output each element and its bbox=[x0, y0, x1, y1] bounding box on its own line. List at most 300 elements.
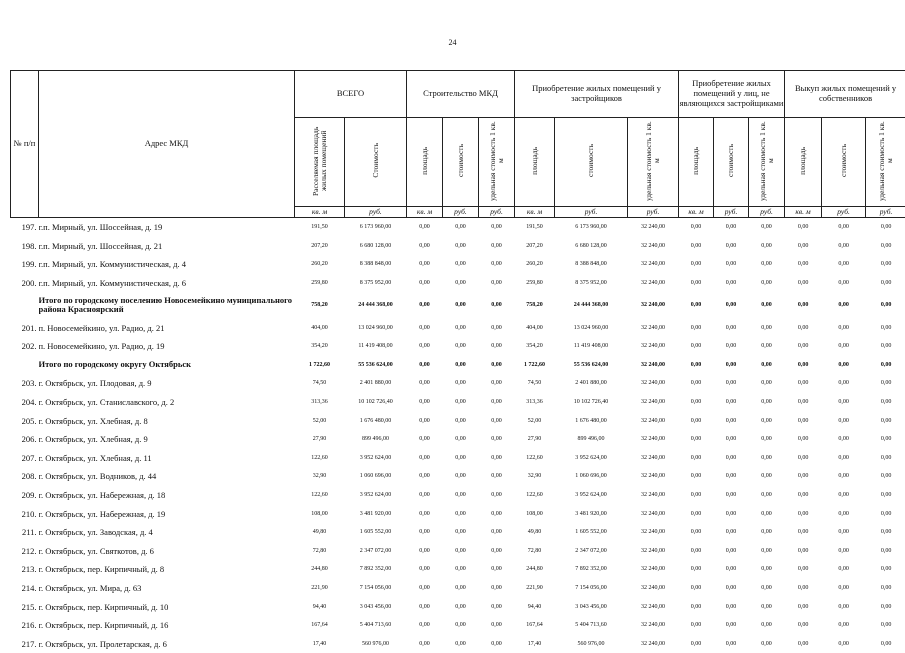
value-cell: 0,00 bbox=[443, 255, 479, 274]
value-cell: 1 676 480,00 bbox=[555, 411, 628, 430]
header-group-developers: Приобретение жилых помещений у застройщиков bbox=[515, 71, 679, 118]
table-row bbox=[11, 504, 905, 523]
row-address: г. Октябрьск, ул. Мира, д. 63 bbox=[39, 579, 295, 598]
value-cell: 8 388 848,00 bbox=[555, 255, 628, 274]
value-cell: 0,00 bbox=[866, 597, 905, 616]
value-cell: 0,00 bbox=[749, 237, 785, 256]
value-cell: 3 481 920,00 bbox=[345, 504, 407, 523]
value-cell: 0,00 bbox=[822, 504, 866, 523]
subheader-g2-cost-label: стоимость bbox=[587, 144, 595, 177]
value-cell: 0,00 bbox=[749, 430, 785, 449]
row-address: г. Октябрьск, пер. Кирпичный, д. 16 bbox=[39, 616, 295, 635]
value-cell: 0,00 bbox=[714, 274, 749, 293]
value-cell: 10 102 726,40 bbox=[345, 393, 407, 412]
value-cell: 72,80 bbox=[295, 542, 345, 561]
value-cell: 0,00 bbox=[822, 486, 866, 505]
value-cell: 0,00 bbox=[749, 597, 785, 616]
value-cell: 0,00 bbox=[822, 237, 866, 256]
value-cell: 0,00 bbox=[866, 486, 905, 505]
value-cell: 0,00 bbox=[443, 237, 479, 256]
unit-cell: руб. bbox=[628, 207, 679, 218]
subheader-g1-area bbox=[407, 118, 443, 207]
table-row bbox=[11, 579, 905, 598]
value-cell: 0,00 bbox=[407, 430, 443, 449]
header-group-total: ВСЕГО bbox=[295, 71, 407, 118]
header-address: Адрес МКД bbox=[39, 71, 295, 218]
value-cell: 0,00 bbox=[822, 597, 866, 616]
value-cell: 49,80 bbox=[515, 523, 555, 542]
row-number: 209. bbox=[11, 486, 39, 505]
row-address: г. Октябрьск, пер. Кирпичный, д. 10 bbox=[39, 597, 295, 616]
value-cell: 32 240,00 bbox=[628, 337, 679, 356]
value-cell: 17,40 bbox=[515, 634, 555, 653]
value-cell: 0,00 bbox=[407, 318, 443, 337]
subheader-g2-unit-cost-label: удельная стоимость 1 кв. м bbox=[645, 119, 661, 203]
value-cell: 0,00 bbox=[407, 337, 443, 356]
value-cell: 0,00 bbox=[679, 255, 714, 274]
value-cell: 122,60 bbox=[295, 486, 345, 505]
value-cell: 6 173 960,00 bbox=[345, 218, 407, 237]
row-number: 214. bbox=[11, 579, 39, 598]
value-cell: 32 240,00 bbox=[628, 523, 679, 542]
value-cell: 0,00 bbox=[749, 467, 785, 486]
subheader-g1-cost bbox=[443, 118, 479, 207]
value-cell: 0,00 bbox=[866, 523, 905, 542]
unit-cell: кв. м bbox=[515, 207, 555, 218]
value-cell: 0,00 bbox=[714, 579, 749, 598]
value-cell: 1 060 696,00 bbox=[345, 467, 407, 486]
value-cell: 32 240,00 bbox=[628, 430, 679, 449]
table-row bbox=[11, 411, 905, 430]
value-cell: 0,00 bbox=[407, 486, 443, 505]
value-cell: 32 240,00 bbox=[628, 411, 679, 430]
value-cell: 0,00 bbox=[479, 411, 515, 430]
value-cell: 0,00 bbox=[679, 467, 714, 486]
value-cell: 354,20 bbox=[515, 337, 555, 356]
value-cell: 0,00 bbox=[866, 393, 905, 412]
table-row bbox=[11, 274, 905, 293]
value-cell: 191,50 bbox=[515, 218, 555, 237]
value-cell: 0,00 bbox=[785, 523, 822, 542]
value-cell: 2 347 072,00 bbox=[555, 542, 628, 561]
subheader-total-area bbox=[295, 118, 345, 207]
unit-cell: руб. bbox=[749, 207, 785, 218]
value-cell: 0,00 bbox=[679, 318, 714, 337]
row-number: 206. bbox=[11, 430, 39, 449]
value-cell: 0,00 bbox=[785, 318, 822, 337]
value-cell: 0,00 bbox=[679, 356, 714, 375]
value-cell: 0,00 bbox=[679, 597, 714, 616]
row-address: г. Октябрьск, ул. Станиславского, д. 2 bbox=[39, 393, 295, 412]
table-row bbox=[11, 486, 905, 505]
value-cell: 560 976,00 bbox=[345, 634, 407, 653]
value-cell: 32,90 bbox=[295, 467, 345, 486]
value-cell: 0,00 bbox=[866, 616, 905, 635]
value-cell: 0,00 bbox=[407, 411, 443, 430]
row-address: г. Октябрьск, ул. Набережная, д. 19 bbox=[39, 504, 295, 523]
value-cell: 0,00 bbox=[479, 504, 515, 523]
value-cell: 0,00 bbox=[479, 597, 515, 616]
value-cell: 0,00 bbox=[866, 542, 905, 561]
value-cell: 32 240,00 bbox=[628, 597, 679, 616]
value-cell: 0,00 bbox=[866, 560, 905, 579]
value-cell: 0,00 bbox=[714, 411, 749, 430]
subheader-g2-area-label: площадь bbox=[531, 147, 539, 175]
value-cell: 94,40 bbox=[295, 597, 345, 616]
row-number: 207. bbox=[11, 449, 39, 468]
value-cell: 0,00 bbox=[785, 449, 822, 468]
value-cell: 0,00 bbox=[443, 449, 479, 468]
value-cell: 0,00 bbox=[822, 356, 866, 375]
subheader-g1-unit-cost bbox=[479, 118, 515, 207]
row-address: г.п. Мирный, ул. Шоссейная, д. 19 bbox=[39, 218, 295, 237]
value-cell: 0,00 bbox=[866, 337, 905, 356]
value-cell: 0,00 bbox=[785, 597, 822, 616]
table-row bbox=[11, 523, 905, 542]
value-cell: 0,00 bbox=[679, 274, 714, 293]
header-group-non-developers: Приобретение жилых помещений у лиц, не являющихся застройщиками bbox=[679, 71, 785, 118]
value-cell: 0,00 bbox=[443, 356, 479, 375]
value-cell: 1 060 696,00 bbox=[555, 467, 628, 486]
subheader-g2-area bbox=[515, 118, 555, 207]
row-address: г. Октябрьск, ул. Плодовая, д. 9 bbox=[39, 374, 295, 393]
value-cell: 122,60 bbox=[515, 449, 555, 468]
value-cell: 0,00 bbox=[866, 318, 905, 337]
value-cell: 74,50 bbox=[515, 374, 555, 393]
value-cell: 24 444 368,00 bbox=[555, 292, 628, 318]
value-cell: 32 240,00 bbox=[628, 616, 679, 635]
value-cell: 6 680 128,00 bbox=[345, 237, 407, 256]
value-cell: 0,00 bbox=[407, 504, 443, 523]
value-cell: 11 419 408,00 bbox=[345, 337, 407, 356]
value-cell: 0,00 bbox=[679, 337, 714, 356]
value-cell: 49,80 bbox=[295, 523, 345, 542]
row-number: 200. bbox=[11, 274, 39, 293]
value-cell: 0,00 bbox=[785, 292, 822, 318]
value-cell: 0,00 bbox=[749, 542, 785, 561]
value-cell: 0,00 bbox=[479, 634, 515, 653]
table-row bbox=[11, 237, 905, 256]
value-cell: 0,00 bbox=[866, 356, 905, 375]
value-cell: 0,00 bbox=[785, 616, 822, 635]
subheader-g4-cost bbox=[822, 118, 866, 207]
value-cell: 0,00 bbox=[866, 237, 905, 256]
value-cell: 0,00 bbox=[407, 292, 443, 318]
row-address: г. Октябрьск, пер. Кирпичный, д. 8 bbox=[39, 560, 295, 579]
value-cell: 17,40 bbox=[295, 634, 345, 653]
value-cell: 0,00 bbox=[407, 255, 443, 274]
value-cell: 0,00 bbox=[679, 486, 714, 505]
value-cell: 0,00 bbox=[407, 616, 443, 635]
total-row bbox=[11, 292, 905, 318]
value-cell: 0,00 bbox=[407, 523, 443, 542]
subheader-g1-cost-label: стоимость bbox=[457, 144, 465, 177]
value-cell: 0,00 bbox=[866, 579, 905, 598]
subheader-g3-area-label: площадь bbox=[692, 147, 700, 175]
value-cell: 0,00 bbox=[407, 579, 443, 598]
row-address: г. Октябрьск, ул. Заводская, д. 4 bbox=[39, 523, 295, 542]
value-cell: 0,00 bbox=[822, 449, 866, 468]
table-row bbox=[11, 374, 905, 393]
value-cell: 0,00 bbox=[679, 616, 714, 635]
value-cell: 0,00 bbox=[749, 634, 785, 653]
value-cell: 0,00 bbox=[479, 467, 515, 486]
value-cell: 0,00 bbox=[443, 430, 479, 449]
value-cell: 0,00 bbox=[479, 449, 515, 468]
value-cell: 0,00 bbox=[866, 467, 905, 486]
value-cell: 0,00 bbox=[785, 560, 822, 579]
row-number: 215. bbox=[11, 597, 39, 616]
value-cell: 0,00 bbox=[822, 467, 866, 486]
value-cell: 3 952 624,00 bbox=[555, 486, 628, 505]
value-cell: 32 240,00 bbox=[628, 486, 679, 505]
value-cell: 758,20 bbox=[515, 292, 555, 318]
value-cell: 7 892 352,00 bbox=[345, 560, 407, 579]
row-number: 216. bbox=[11, 616, 39, 635]
value-cell: 0,00 bbox=[443, 634, 479, 653]
value-cell: 0,00 bbox=[407, 356, 443, 375]
value-cell: 27,90 bbox=[295, 430, 345, 449]
value-cell: 5 404 713,60 bbox=[555, 616, 628, 635]
value-cell: 32,90 bbox=[515, 467, 555, 486]
value-cell: 0,00 bbox=[407, 237, 443, 256]
value-cell: 32 240,00 bbox=[628, 237, 679, 256]
row-number bbox=[11, 292, 39, 318]
unit-cell: кв. м bbox=[295, 207, 345, 218]
value-cell: 0,00 bbox=[443, 218, 479, 237]
subheader-g4-area bbox=[785, 118, 822, 207]
value-cell: 0,00 bbox=[714, 560, 749, 579]
value-cell: 0,00 bbox=[714, 237, 749, 256]
value-cell: 0,00 bbox=[785, 237, 822, 256]
value-cell: 32 240,00 bbox=[628, 318, 679, 337]
value-cell: 0,00 bbox=[866, 255, 905, 274]
value-cell: 0,00 bbox=[443, 597, 479, 616]
value-cell: 0,00 bbox=[679, 374, 714, 393]
subheader-total-area-label: Расселяемая площадь жилых помещений bbox=[312, 119, 328, 203]
value-cell: 0,00 bbox=[714, 523, 749, 542]
value-cell: 0,00 bbox=[679, 411, 714, 430]
value-cell: 0,00 bbox=[785, 218, 822, 237]
value-cell: 0,00 bbox=[749, 504, 785, 523]
value-cell: 0,00 bbox=[822, 411, 866, 430]
value-cell: 259,80 bbox=[295, 274, 345, 293]
row-number: 203. bbox=[11, 374, 39, 393]
value-cell: 167,64 bbox=[515, 616, 555, 635]
value-cell: 0,00 bbox=[866, 292, 905, 318]
value-cell: 0,00 bbox=[443, 523, 479, 542]
value-cell: 0,00 bbox=[479, 616, 515, 635]
value-cell: 0,00 bbox=[822, 430, 866, 449]
value-cell: 0,00 bbox=[407, 218, 443, 237]
value-cell: 0,00 bbox=[479, 292, 515, 318]
value-cell: 0,00 bbox=[479, 255, 515, 274]
table-row bbox=[11, 337, 905, 356]
value-cell: 0,00 bbox=[443, 560, 479, 579]
value-cell: 0,00 bbox=[407, 634, 443, 653]
value-cell: 0,00 bbox=[714, 616, 749, 635]
value-cell: 8 375 952,00 bbox=[345, 274, 407, 293]
row-number: 204. bbox=[11, 393, 39, 412]
value-cell: 0,00 bbox=[785, 504, 822, 523]
value-cell: 0,00 bbox=[749, 523, 785, 542]
subheader-total-cost bbox=[345, 118, 407, 207]
value-cell: 0,00 bbox=[407, 274, 443, 293]
value-cell: 2 401 880,00 bbox=[555, 374, 628, 393]
row-address: г. Октябрьск, ул. Набережная, д. 18 bbox=[39, 486, 295, 505]
value-cell: 27,90 bbox=[515, 430, 555, 449]
value-cell: 0,00 bbox=[479, 318, 515, 337]
value-cell: 0,00 bbox=[785, 255, 822, 274]
subheader-total-cost-label: Стоимость bbox=[372, 143, 380, 178]
value-cell: 5 404 713,60 bbox=[345, 616, 407, 635]
value-cell: 167,64 bbox=[295, 616, 345, 635]
row-address: п. Новосемейкино, ул. Радио, д. 19 bbox=[39, 337, 295, 356]
value-cell: 313,36 bbox=[515, 393, 555, 412]
value-cell: 899 496,00 bbox=[555, 430, 628, 449]
value-cell: 0,00 bbox=[749, 255, 785, 274]
row-address: г. Октябрьск, ул. Святкотов, д. 6 bbox=[39, 542, 295, 561]
value-cell: 354,20 bbox=[295, 337, 345, 356]
value-cell: 0,00 bbox=[749, 356, 785, 375]
subheader-g2-cost bbox=[555, 118, 628, 207]
value-cell: 0,00 bbox=[822, 542, 866, 561]
value-cell: 0,00 bbox=[749, 411, 785, 430]
value-cell: 0,00 bbox=[443, 292, 479, 318]
value-cell: 758,20 bbox=[295, 292, 345, 318]
value-cell: 0,00 bbox=[714, 597, 749, 616]
unit-cell: руб. bbox=[555, 207, 628, 218]
value-cell: 0,00 bbox=[866, 430, 905, 449]
value-cell: 0,00 bbox=[479, 337, 515, 356]
value-cell: 0,00 bbox=[443, 616, 479, 635]
row-number: 212. bbox=[11, 542, 39, 561]
row-number: 205. bbox=[11, 411, 39, 430]
value-cell: 0,00 bbox=[443, 318, 479, 337]
value-cell: 13 024 960,00 bbox=[555, 318, 628, 337]
row-number: 208. bbox=[11, 467, 39, 486]
value-cell: 0,00 bbox=[679, 634, 714, 653]
row-address: г. Октябрьск, ул. Водников, д. 44 bbox=[39, 467, 295, 486]
value-cell: 0,00 bbox=[714, 449, 749, 468]
value-cell: 0,00 bbox=[714, 467, 749, 486]
subheader-g3-cost-label: стоимость bbox=[727, 144, 735, 177]
value-cell: 0,00 bbox=[479, 237, 515, 256]
value-cell: 191,50 bbox=[295, 218, 345, 237]
row-number: 197. bbox=[11, 218, 39, 237]
unit-cell: руб. bbox=[714, 207, 749, 218]
row-number: 210. bbox=[11, 504, 39, 523]
value-cell: 0,00 bbox=[407, 560, 443, 579]
value-cell: 0,00 bbox=[479, 430, 515, 449]
subheader-g3-cost bbox=[714, 118, 749, 207]
unit-cell: руб. bbox=[443, 207, 479, 218]
value-cell: 32 240,00 bbox=[628, 393, 679, 412]
value-cell: 0,00 bbox=[749, 579, 785, 598]
total-row bbox=[11, 356, 905, 375]
table-row bbox=[11, 467, 905, 486]
value-cell: 0,00 bbox=[479, 218, 515, 237]
subheader-g1-area-label: площадь bbox=[421, 147, 429, 175]
value-cell: 0,00 bbox=[866, 218, 905, 237]
value-cell: 0,00 bbox=[785, 337, 822, 356]
value-cell: 0,00 bbox=[749, 337, 785, 356]
value-cell: 404,00 bbox=[295, 318, 345, 337]
value-cell: 6 173 960,00 bbox=[555, 218, 628, 237]
subheader-g4-unit-cost-label: удельная стоимость 1 кв. м bbox=[878, 119, 894, 203]
value-cell: 221,90 bbox=[515, 579, 555, 598]
value-cell: 0,00 bbox=[443, 374, 479, 393]
value-cell: 32 240,00 bbox=[628, 560, 679, 579]
table-row bbox=[11, 449, 905, 468]
value-cell: 0,00 bbox=[785, 430, 822, 449]
value-cell: 0,00 bbox=[749, 560, 785, 579]
value-cell: 0,00 bbox=[785, 356, 822, 375]
value-cell: 108,00 bbox=[515, 504, 555, 523]
value-cell: 0,00 bbox=[679, 449, 714, 468]
subheader-g4-cost-label: стоимость bbox=[840, 144, 848, 177]
value-cell: 0,00 bbox=[679, 523, 714, 542]
value-cell: 10 102 726,40 bbox=[555, 393, 628, 412]
value-cell: 122,60 bbox=[515, 486, 555, 505]
value-cell: 0,00 bbox=[479, 579, 515, 598]
row-address: п. Новосемейкино, ул. Радио, д. 21 bbox=[39, 318, 295, 337]
value-cell: 0,00 bbox=[679, 504, 714, 523]
value-cell: 0,00 bbox=[785, 579, 822, 598]
total-label: Итого по городскому поселению Новосемейкино муниципального района Красноярский bbox=[39, 292, 295, 318]
value-cell: 1 676 480,00 bbox=[345, 411, 407, 430]
unit-cell: кв. м bbox=[407, 207, 443, 218]
value-cell: 0,00 bbox=[714, 255, 749, 274]
row-number: 217. bbox=[11, 634, 39, 653]
table-row bbox=[11, 616, 905, 635]
value-cell: 244,80 bbox=[295, 560, 345, 579]
value-cell: 0,00 bbox=[443, 504, 479, 523]
value-cell: 3 952 624,00 bbox=[345, 449, 407, 468]
value-cell: 3 481 920,00 bbox=[555, 504, 628, 523]
value-cell: 3 952 624,00 bbox=[555, 449, 628, 468]
row-address: г. Октябрьск, ул. Хлебная, д. 9 bbox=[39, 430, 295, 449]
value-cell: 0,00 bbox=[714, 504, 749, 523]
value-cell: 0,00 bbox=[407, 449, 443, 468]
value-cell: 32 240,00 bbox=[628, 579, 679, 598]
value-cell: 0,00 bbox=[407, 393, 443, 412]
value-cell: 0,00 bbox=[822, 274, 866, 293]
value-cell: 32 240,00 bbox=[628, 504, 679, 523]
value-cell: 0,00 bbox=[679, 218, 714, 237]
table-row bbox=[11, 560, 905, 579]
value-cell: 55 536 624,00 bbox=[555, 356, 628, 375]
value-cell: 52,00 bbox=[515, 411, 555, 430]
value-cell: 7 892 352,00 bbox=[555, 560, 628, 579]
value-cell: 0,00 bbox=[749, 274, 785, 293]
value-cell: 0,00 bbox=[679, 237, 714, 256]
value-cell: 0,00 bbox=[749, 486, 785, 505]
value-cell: 0,00 bbox=[822, 255, 866, 274]
value-cell: 32 240,00 bbox=[628, 274, 679, 293]
value-cell: 207,20 bbox=[295, 237, 345, 256]
table-row bbox=[11, 430, 905, 449]
value-cell: 32 240,00 bbox=[628, 374, 679, 393]
value-cell: 32 240,00 bbox=[628, 255, 679, 274]
value-cell: 1 722,60 bbox=[515, 356, 555, 375]
value-cell: 0,00 bbox=[443, 274, 479, 293]
value-cell: 0,00 bbox=[866, 274, 905, 293]
row-number: 213. bbox=[11, 560, 39, 579]
row-address: г. Октябрьск, ул. Хлебная, д. 11 bbox=[39, 449, 295, 468]
value-cell: 260,20 bbox=[295, 255, 345, 274]
value-cell: 0,00 bbox=[443, 467, 479, 486]
